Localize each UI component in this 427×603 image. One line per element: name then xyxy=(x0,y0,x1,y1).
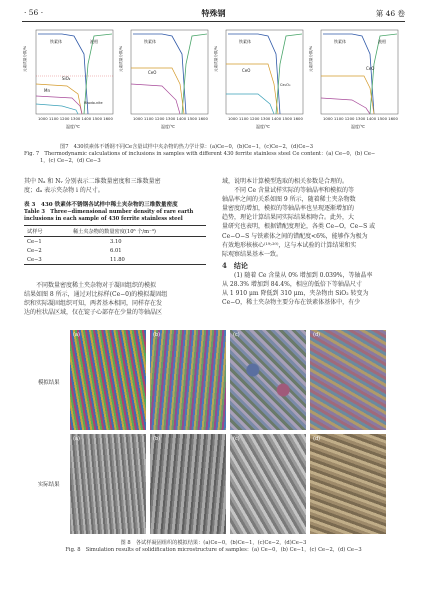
right-para-3-line-4: Ce−O，稀土夹杂物主要分布在铁素体基体中，有少 xyxy=(222,299,361,307)
table3-header-sample: 试样号 xyxy=(27,228,43,235)
table3-cell: 11.80 xyxy=(110,256,125,263)
left-para-1 xyxy=(24,177,206,195)
fig7c-xlabel: 温度/℃ xyxy=(256,124,270,129)
right-para-3-line-3: 从 1 910 μm 降低到 310 μm，夹杂物由 SiO₂ 转变为 xyxy=(222,290,369,298)
right-para-1: 域，说明本计算模型选取的相关参数是合理的。 xyxy=(222,178,349,185)
fig8-row-label-simulation: 模拟结果 xyxy=(38,380,60,386)
table3-header-density: 稀土夹杂物的数量密度(10⁶ 个/m⁻³) xyxy=(73,228,156,235)
table3-cell: Ce−2 xyxy=(27,247,42,254)
fig8-real-panel-b xyxy=(150,434,226,534)
journal-name: 特殊钢 xyxy=(201,8,226,18)
fig7-caption-en-2: 1，(c) Ce−2，(d) Ce−3 xyxy=(40,158,101,164)
fig7-caption-cn: 图7 430铁素体不锈钢不同Ce含量试样中夹杂物的热力学计算：(a)Ce−0，(b)Ce−1，(c)Ce−2，(d)Ce−3 xyxy=(60,144,314,150)
fig8-real-panel-c xyxy=(230,434,306,534)
table-row xyxy=(24,255,206,265)
fig7c-xticks: 1000 1100 1200 1300 1400 1500 1600 xyxy=(228,116,303,121)
fig7b-label-ferrite: 铁素体 xyxy=(144,39,156,44)
left-para-2-line-2: 结果如图 8 所示，通过对比标样(Ce−0)的模拟凝固组 xyxy=(24,291,168,299)
fig8-sim-label-d: (d) xyxy=(313,332,321,338)
fig7a-label-ferrite: 铁素体 xyxy=(50,39,62,44)
fig8-sim-panel-d xyxy=(310,330,386,430)
fig7d-label-ferrite: 铁素体 xyxy=(334,39,346,44)
fig7c-label-ceo: CeO xyxy=(242,68,251,73)
fig7a-xlabel: 温度/℃ xyxy=(66,124,80,129)
fig7d-xticks: 1000 1100 1200 1300 1400 1500 1600 xyxy=(323,116,398,121)
fig8-caption-cn: 图 8 各试样凝固组织的模拟结果：(a)Ce−0，(b)Ce−1，(c)Ce−2，(d)Ce−3 xyxy=(120,540,307,546)
right-para-2-line-1: 不同 Ce 含量试样实际的等轴晶率和模拟的等 xyxy=(234,187,354,195)
fig8-sim-label-b: (b) xyxy=(153,332,161,338)
fig7a-label-mn: Mn xyxy=(44,88,50,93)
section-heading-conclusion: 4 结论 xyxy=(222,260,248,270)
fig7-panel-c xyxy=(213,30,303,121)
fig7a-xticks: 1000 1100 1200 1300 1400 1500 1600 xyxy=(38,116,113,121)
table3-cell: 6.01 xyxy=(110,247,122,254)
fig7d-ylabel: 元素质量分数/% xyxy=(309,45,313,72)
table3-title-cn: 表 3 430 铁素体不锈钢各试样中稀土夹杂物的三维数量密度 xyxy=(24,202,178,208)
table-row xyxy=(24,246,206,255)
fig7c-label-ferrite: 铁素体 xyxy=(239,39,251,44)
fig8-real-panel-d xyxy=(310,434,386,534)
fig7d-label-liquid: 液相 xyxy=(378,39,386,44)
table-row xyxy=(24,237,206,247)
fig8-real-label-b: (b) xyxy=(153,436,161,442)
fig8-sim-label-c: (c) xyxy=(233,332,240,338)
fig7-thermo-plots xyxy=(22,24,405,142)
left-para-1-line-1: 其中 Nₐ 和 Nᵥ 分别表示二维数量密度和三维数量密 xyxy=(24,178,161,185)
fig7a-label-liquid: 液相 xyxy=(90,39,98,44)
left-para-2-line-4: 达的柱状晶区域，仅在锭子心部存在少量的等轴晶区 xyxy=(24,309,163,317)
header-rule xyxy=(22,21,405,22)
right-para-2-line-6: Ce−O−S 与铁素体之间的错配度<6%，能够作为极为 xyxy=(222,232,368,240)
left-para-1-line-2: 度；dₐ 表示夹杂物 i 的尺寸。 xyxy=(24,187,104,195)
fig8-sim-panel-c xyxy=(230,330,306,430)
fig7a-ylabel: 元素质量分数/% xyxy=(23,45,27,72)
right-para-3-line-2: 从 28.3% 增加到 84.4%，相应的低倍下等轴晶尺寸 xyxy=(222,281,362,289)
right-para-2-line-8: 际观察结果基本一致。 xyxy=(222,250,283,258)
right-para-3-line-1: (1) 随着 Ce 含量从 0% 增加到 0.039%，等轴晶率 xyxy=(234,271,373,279)
fig7a-label-rhodonite: Rhodo-nite xyxy=(84,101,103,105)
fig8-real-label-d: (d) xyxy=(313,436,321,442)
table3-title-en: Table 3 Three−dimensional number density of rare earth inclusions in each sample of 430 ferrite stainless steel xyxy=(24,209,194,222)
fig7b-label-ceo: CeO xyxy=(148,70,157,75)
right-para-2-line-3: 量密度的增加，模拟的等轴晶率也呈现逐渐增加的 xyxy=(222,205,355,213)
fig7b-xticks: 1000 1100 1200 1300 1400 1500 1600 xyxy=(133,116,208,121)
fig7c-label-ce2o3: Ce₂O₃ xyxy=(280,83,291,87)
fig7-panel-a xyxy=(22,30,113,121)
page-number: · 56 · xyxy=(24,8,44,17)
right-column xyxy=(222,177,404,307)
table3-header-row xyxy=(24,226,206,237)
left-para-2 xyxy=(24,281,206,317)
fig8-row-label-actual: 实际结果 xyxy=(38,482,60,488)
left-para-2-line-1: 不同数量密度稀土夹杂物对于凝固组织的模拟 xyxy=(36,282,157,289)
fig8-sim-label-a: (a) xyxy=(73,332,80,338)
right-para-2-line-7: 有效地形核核心⁽¹⁹˒²⁰⁾，这与本试验的计算结果和实 xyxy=(222,241,357,249)
fig8-caption-en: Fig. 8 Simulation results of solidification microstructure of samples：(a) Ce−0，(b) Ce−1，(c) Ce−2，(d) Ce−3 xyxy=(65,547,362,553)
fig7-caption-en-1: Fig. 7 Thermodynamic calculations of inclusions in samples with different 430 ferrite stainless steel Ce content：(a) Ce−0，(b) Ce− xyxy=(24,151,376,157)
fig7c-ylabel: 元素质量分数/% xyxy=(214,45,218,72)
fig8-real-label-c: (c) xyxy=(233,436,240,442)
right-para-2-line-4: 趋势，理论计算结果同实际结果相吻合。此外，大 xyxy=(222,214,355,222)
fig7d-xlabel: 温度/℃ xyxy=(351,124,365,129)
right-para-2-line-5: 量研究也表明，根据错配度理论，各类 Ce−O，Ce−S 或 xyxy=(222,223,376,231)
fig7d-label-ceo: CeO xyxy=(366,66,375,71)
fig7b-xlabel: 温度/℃ xyxy=(161,124,175,129)
fig8-sim-panel-b xyxy=(150,330,226,430)
fig8-sim-panel-a xyxy=(70,330,146,430)
table3-cell: Ce−3 xyxy=(27,256,42,263)
table3 xyxy=(24,225,206,265)
table3-block xyxy=(24,201,206,265)
right-para-2-line-2: 轴晶率之间的关系如图 9 所示，随着稀土夹杂物数 xyxy=(222,196,356,204)
volume-number: 第 46 卷 xyxy=(375,9,405,18)
fig7-panel-d xyxy=(308,30,398,121)
fig7a-label-sio2: SiO₂ xyxy=(62,76,71,81)
fig7b-ylabel: 元素质量分数/% xyxy=(119,45,123,72)
fig8-microstructure xyxy=(40,330,388,538)
table3-cell: Ce−1 xyxy=(27,238,42,245)
fig7-panel-b xyxy=(118,30,208,121)
left-para-2-line-3: 织和实际凝固组织可知，两者基本相同，同样存在发 xyxy=(24,300,163,308)
fig8-real-panel-a xyxy=(70,434,146,534)
fig8-real-label-a: (a) xyxy=(73,436,80,442)
table3-cell: 3.10 xyxy=(110,238,122,245)
